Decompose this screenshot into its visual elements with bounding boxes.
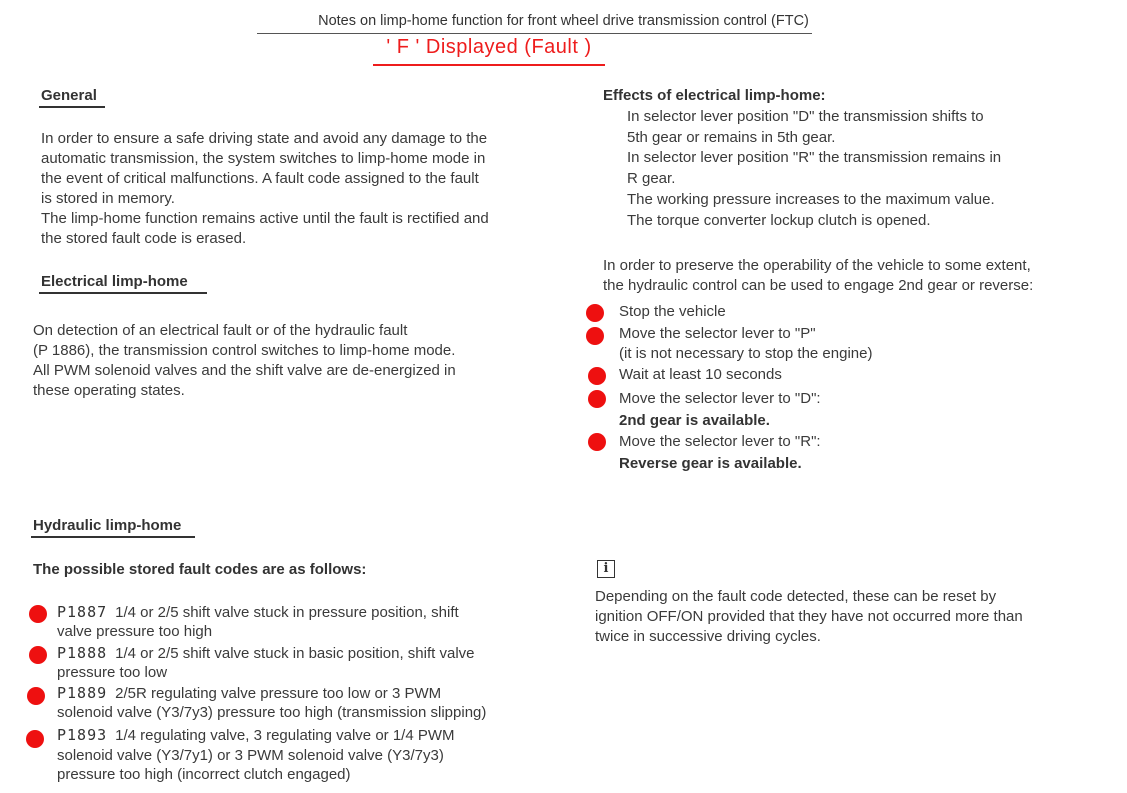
bullet-dot [588, 367, 606, 385]
fault-codes-intro: The possible stored fault codes are as follows: [33, 561, 367, 578]
effects-heading: Effects of electrical limp-home: [603, 87, 826, 104]
step-item: Move the selector lever to "R": Reverse gear is available. [619, 433, 821, 472]
bullet-dot [588, 433, 606, 451]
fault-code: P1887 [57, 603, 108, 621]
fault-code-item: P1889 2/5R regulating valve pressure too low or 3 PWM solenoid valve (Y3/7y3) pressure too high (transmission slipping) [57, 684, 487, 721]
fault-code: P1888 [57, 644, 108, 662]
fault-code-item: P1888 1/4 or 2/5 shift valve stuck in basic position, shift valve pressure too low [57, 644, 475, 681]
info-icon: i [597, 560, 615, 578]
page-title: Notes on limp-home function for front wheel drive transmission control (FTC) [318, 13, 809, 29]
fault-code-item: P1893 1/4 regulating valve, 3 regulating valve or 1/4 PWM solenoid valve (Y3/7y1) or 3 PWM solenoid valve (Y3/7y3) pressure too high (incorrect clutch engaged) [57, 726, 455, 783]
bullet-dot [29, 646, 47, 664]
general-heading: General [41, 87, 97, 104]
general-paragraph: In order to ensure a safe driving state and avoid any damage to the automatic transmission, the system switches to limp-home mode in the event of critical malfunctions. A fault code assigned to the fault is stored in memory. The limp-home function remains active until the fault is rectified and the stored fault code is erased. [41, 130, 489, 247]
fault-subtitle: ' F ' Displayed (Fault ) [386, 36, 592, 58]
title-underline [257, 33, 812, 34]
bullet-dot [27, 687, 45, 705]
info-paragraph: Depending on the fault code detected, these can be reset by ignition OFF/ON provided that they have not occurred more than twice in successive driving cycles. [595, 588, 1023, 645]
step-item: Move the selector lever to "D": 2nd gear is available. [619, 390, 821, 429]
fault-code: P1889 [57, 684, 108, 702]
bullet-dot [29, 605, 47, 623]
hydraulic-heading-underline [31, 536, 195, 538]
effects-list: In selector lever position "D" the transmission shifts to 5th gear or remains in 5th gear. In selector lever position "R" the transmission remains in R gear. The working pressure increases to the maximum value. The torque converter lockup clutch is opened. [627, 108, 1002, 229]
bullet-dot [586, 304, 604, 322]
subtitle-underline [373, 64, 605, 66]
electrical-paragraph: On detection of an electrical fault or of the hydraulic fault (P 1886), the transmission control switches to limp-home mode. All PWM solenoid valves and the shift valve are de-energized in these operating states. [33, 322, 456, 399]
hydraulic-heading: Hydraulic limp-home [33, 517, 182, 534]
general-heading-underline [39, 106, 105, 108]
bullet-dot [588, 390, 606, 408]
electrical-heading-underline [39, 292, 207, 294]
effects-intro: In order to preserve the operability of the vehicle to some extent, the hydraulic control can be used to engage 2nd gear or reverse: [603, 257, 1034, 294]
fault-code: P1893 [57, 726, 108, 744]
step-item: Wait at least 10 seconds [619, 366, 782, 383]
bullet-dot [586, 327, 604, 345]
bullet-dot [26, 730, 44, 748]
step-item: Stop the vehicle [619, 303, 726, 320]
electrical-heading: Electrical limp-home [41, 273, 188, 290]
step-item: Move the selector lever to "P" (it is not necessary to stop the engine) [619, 325, 873, 362]
fault-code-item: P1887 1/4 or 2/5 shift valve stuck in pressure position, shift valve pressure too high [57, 603, 459, 640]
